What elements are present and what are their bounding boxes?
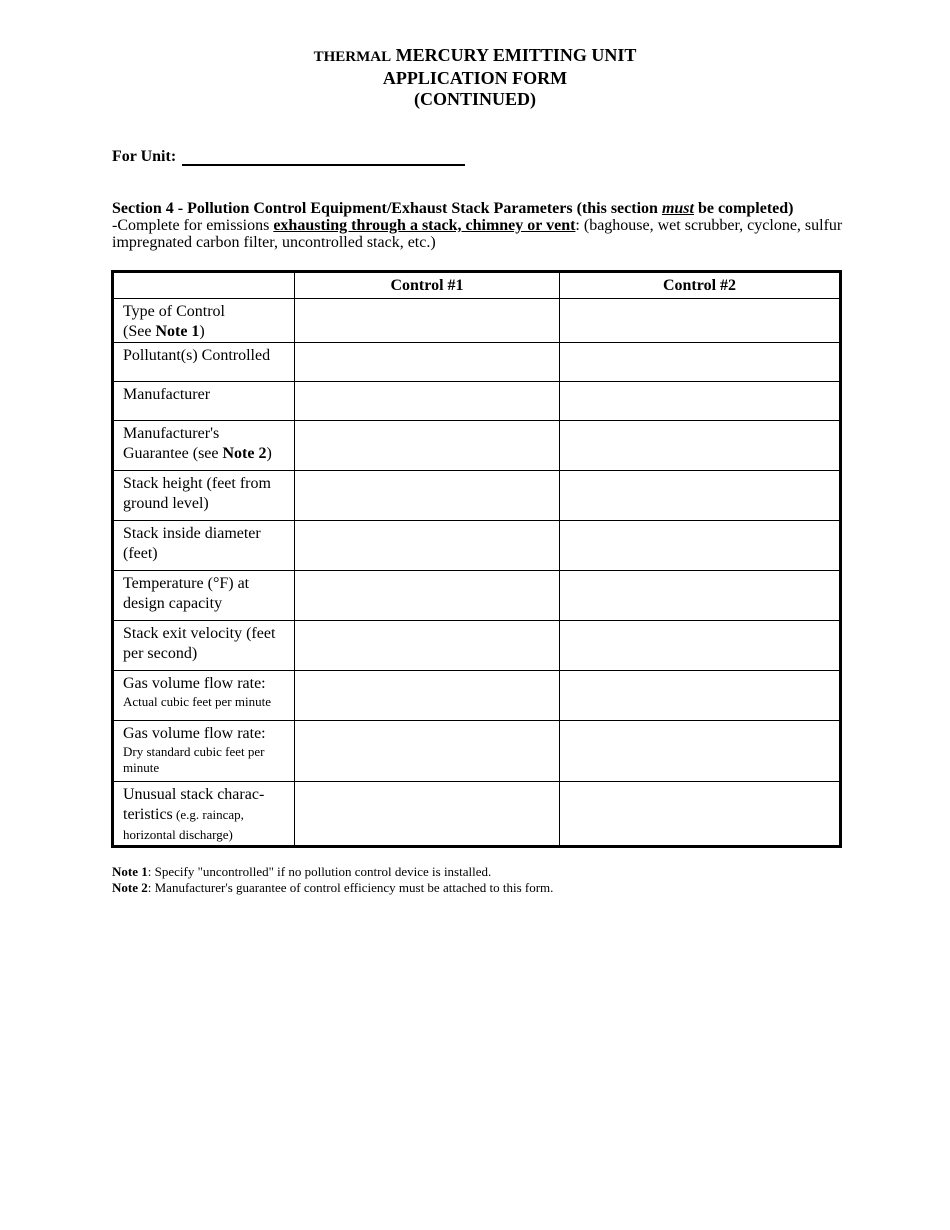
title-line3: (CONTINUED) (413, 89, 536, 109)
section-4-header (112, 200, 852, 251)
section-description: -Complete for emissions exhausting through a stack, chimney or vent: (baghouse, wet scrubber, cyclone, sulfur impregnated carbon filter, uncontrolled stack, etc.) (112, 217, 843, 251)
row-label: Pollutant(s) Controlled (123, 347, 271, 364)
header-control-2: Control #2 (560, 272, 841, 299)
control-1-cell[interactable] (295, 421, 560, 471)
row-label: Stack height (feet from ground level) (123, 475, 271, 512)
row-label-cell (113, 421, 295, 471)
control-1-cell[interactable] (295, 471, 560, 521)
control-2-cell[interactable] (560, 299, 841, 343)
control-1-cell[interactable] (295, 721, 560, 782)
row-label-cell (113, 343, 295, 382)
control-2-cell[interactable] (560, 621, 841, 671)
control-1-cell[interactable] (295, 521, 560, 571)
table-row (113, 721, 841, 782)
control-2-cell[interactable] (560, 721, 841, 782)
row-label: Manufacturer's Guarantee (see Note 2) (123, 425, 272, 462)
for-unit-input-line[interactable] (182, 148, 465, 166)
row-label: Gas volume flow rate: Dry standard cubic feet per minute (123, 725, 266, 775)
note-1: Note 1: Specify "uncontrolled" if no pollution control device is installed. (112, 864, 492, 879)
control-1-cell[interactable] (295, 621, 560, 671)
control-1-cell[interactable] (295, 782, 560, 847)
row-label-cell (113, 571, 295, 621)
row-label: Type of Control (See Note 1) (123, 303, 225, 340)
control-1-cell[interactable] (295, 299, 560, 343)
control-1-cell[interactable] (295, 671, 560, 721)
table-row (113, 671, 841, 721)
table-row (113, 471, 841, 521)
desc-emphasis: exhausting through a stack, chimney or vent (273, 217, 576, 234)
row-label: Stack inside diameter (feet) (123, 525, 261, 562)
row-label-cell (113, 471, 295, 521)
must-emphasis: must (661, 200, 694, 217)
table-row (113, 343, 841, 382)
control-2-cell[interactable] (560, 782, 841, 847)
row-label: Unusual stack charac-teristics (e.g. raincap, horizontal discharge) (123, 786, 265, 842)
control-2-cell[interactable] (560, 343, 841, 382)
row-label-cell (113, 521, 295, 571)
row-label: Stack exit velocity (feet per second) (123, 625, 276, 662)
control-2-cell[interactable] (560, 521, 841, 571)
form-title (0, 45, 950, 110)
control-2-cell[interactable] (560, 471, 841, 521)
table-row (113, 782, 841, 847)
row-label-cell (113, 782, 295, 847)
table-row (113, 621, 841, 671)
section-heading: Section 4 - Pollution Control Equipment/Exhaust Stack Parameters (this section must be completed) (112, 200, 794, 217)
title-line1-prefix: THERMAL (313, 49, 392, 65)
for-unit-label: For Unit: (112, 148, 177, 165)
row-label: Gas volume flow rate: Actual cubic feet per minute (123, 675, 271, 709)
control-2-cell[interactable] (560, 671, 841, 721)
row-label-cell (113, 382, 295, 421)
row-label-cell (113, 299, 295, 343)
table-row (113, 382, 841, 421)
notes (112, 864, 553, 896)
control-1-cell[interactable] (295, 382, 560, 421)
title-line1: MERCURY EMITTING UNIT (391, 45, 637, 65)
control-2-cell[interactable] (560, 382, 841, 421)
row-label-cell (113, 671, 295, 721)
control-equipment-table (111, 270, 842, 848)
table-row (113, 421, 841, 471)
for-unit-field (112, 148, 465, 166)
control-2-cell[interactable] (560, 571, 841, 621)
table-header-row (113, 272, 841, 299)
row-label: Temperature (°F) at design capacity (123, 575, 250, 612)
row-label-cell (113, 721, 295, 782)
control-1-cell[interactable] (295, 571, 560, 621)
table-row (113, 521, 841, 571)
control-2-cell[interactable] (560, 421, 841, 471)
row-label: Manufacturer (123, 386, 211, 403)
table-row (113, 571, 841, 621)
title-line2: APPLICATION FORM (382, 68, 568, 88)
table-row (113, 299, 841, 343)
header-blank (113, 272, 295, 299)
control-1-cell[interactable] (295, 343, 560, 382)
header-control-1: Control #1 (295, 272, 560, 299)
row-label-cell (113, 621, 295, 671)
note-2: Note 2: Manufacturer's guarantee of control efficiency must be attached to this form. (112, 880, 554, 895)
